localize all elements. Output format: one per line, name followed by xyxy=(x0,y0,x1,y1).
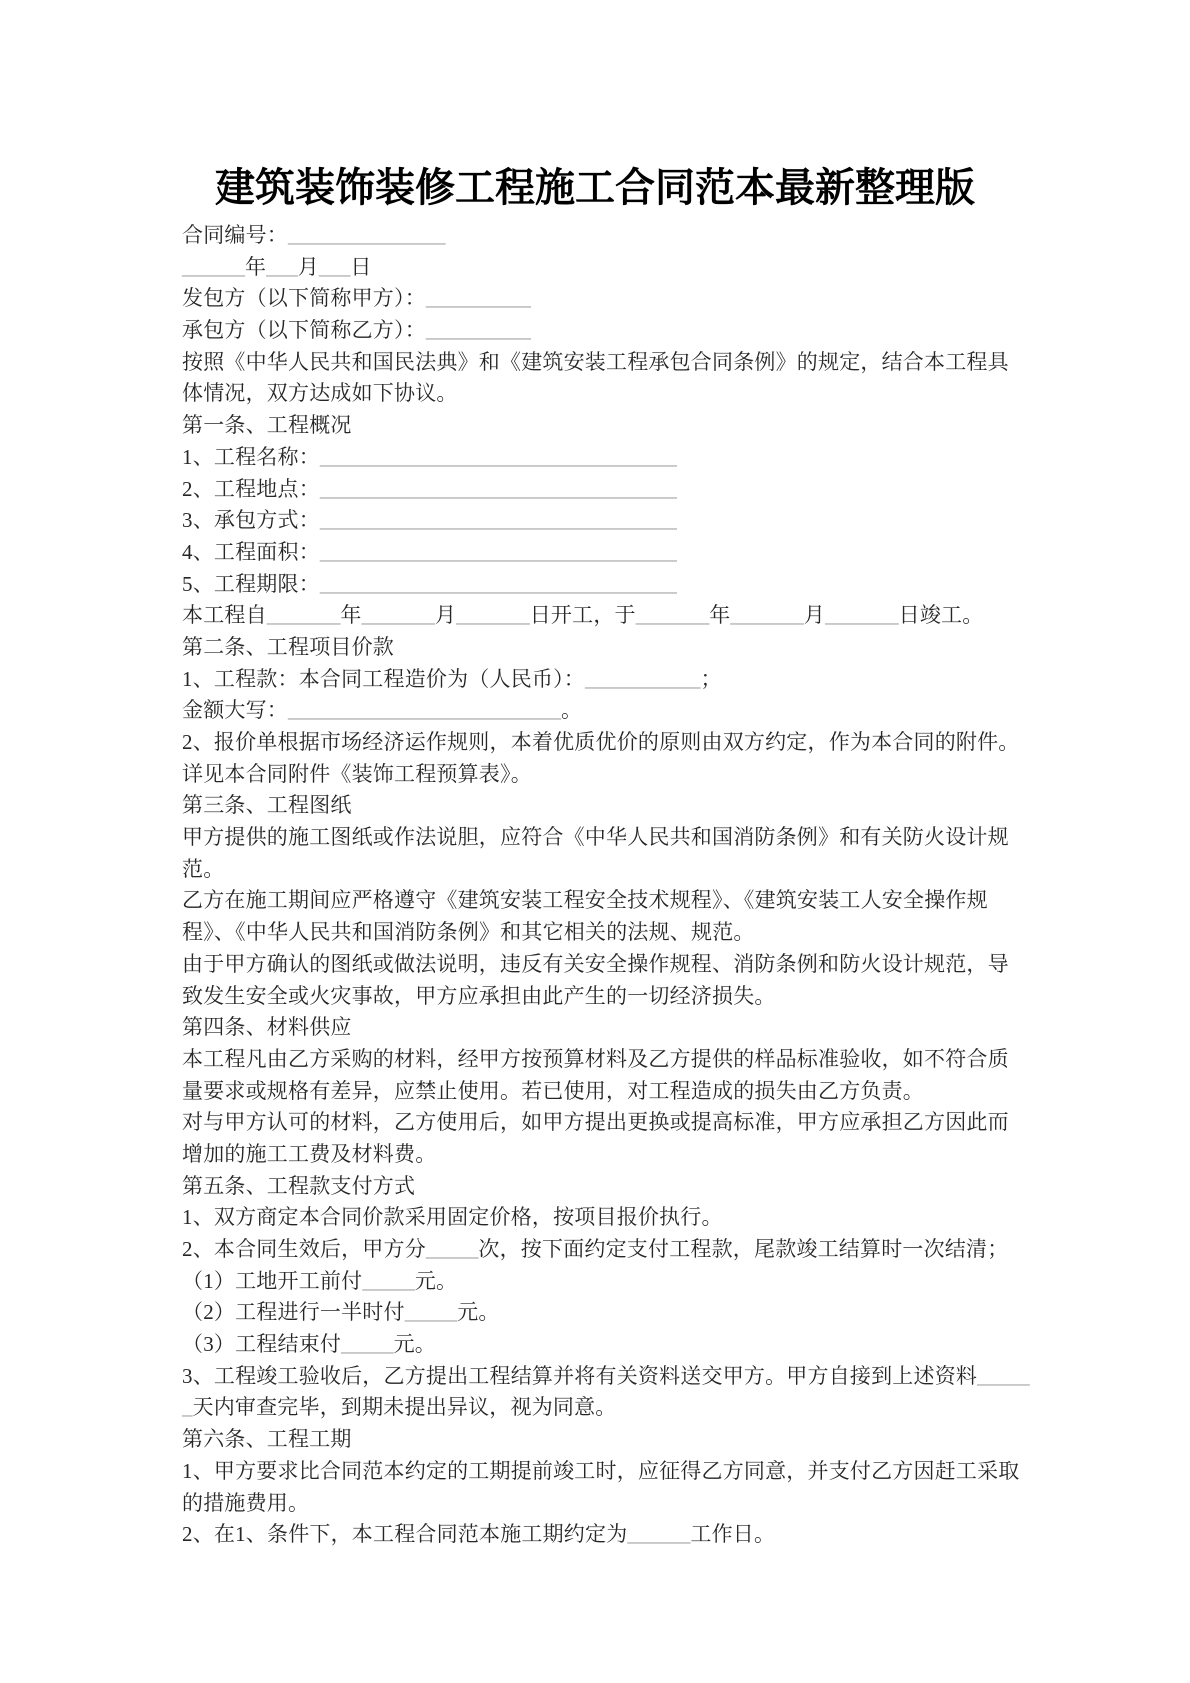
document-line: 按照《中华人民共和国民法典》和《建筑安装工程承包合同条例》的规定，结合本工程具 xyxy=(182,349,1009,374)
document-line: 乙方在施工期间应严格遵守《建筑安装工程安全技术规程》、《建筑安装工人安全操作规 xyxy=(182,888,988,913)
blank-underline: _____ xyxy=(341,1332,394,1357)
document-line: 第一条、工程概况 xyxy=(182,413,352,438)
blank-underline: _____ xyxy=(404,1300,458,1325)
blank-underline: __________________________________ xyxy=(319,508,677,533)
blank-underline: _ xyxy=(182,1395,193,1420)
document-title: 建筑装饰装修工程施工合同范本最新整理版 xyxy=(215,165,975,210)
document-line: 4、工程面积：__________________________________ xyxy=(182,539,677,564)
document-line: 1、工程款：本合同工程造价为（人民币）：___________； xyxy=(182,666,722,691)
document-line: 1、工程名称：__________________________________ xyxy=(182,444,677,469)
document-line: 量要求或规格有差异，应禁止使用。若已使用，对工程造成的损失由乙方负责。 xyxy=(182,1078,924,1103)
document-line: 详见本合同附件《装饰工程预算表》。 xyxy=(182,761,532,786)
blank-underline: _____ xyxy=(425,1237,479,1261)
document-line: 2、报价单根据市场经济运作规则，本着优质优价的原则由双方约定，作为本合同的附件。 xyxy=(182,730,1020,754)
blank-underline: _______________ xyxy=(288,223,446,247)
contract-document xyxy=(182,165,1030,1551)
blank-underline: __________________________________ xyxy=(319,539,677,564)
document-line: 2、在1、条件下，本工程合同范本施工期约定为______工作日。 xyxy=(182,1522,776,1547)
blank-underline: _____ xyxy=(362,1268,415,1293)
document-line: 本工程自_______年_______月_______日开工，于_______年_______月_______日竣工。 xyxy=(182,603,984,628)
blank-underline: _______ xyxy=(266,603,341,628)
document-line: 5、工程期限：__________________________________ xyxy=(182,571,677,596)
document-line: 第三条、工程图纸 xyxy=(182,793,352,818)
document-line: （3）工程结束付_____元。 xyxy=(182,1332,437,1357)
document-line: 1、双方商定本合同价款采用固定价格，按项目报价执行。 xyxy=(182,1205,723,1230)
document-line: 2、工程地点：__________________________________ xyxy=(182,476,677,501)
document-line: 3、工程竣工验收后，乙方提出工程结算并将有关资料送交甲方。甲方自接到上述资料_____ xyxy=(182,1363,1030,1388)
blank-underline: _____ xyxy=(977,1363,1030,1388)
document-line: 程》、《中华人民共和国消防条例》和其它相关的法规、规范。 xyxy=(182,920,755,945)
document-line: ______年___月___日 xyxy=(182,254,372,279)
blank-underline: ______ xyxy=(627,1522,691,1547)
document-line: 3、承包方式：__________________________________ xyxy=(182,508,677,533)
document-line: （2）工程进行一半时付_____元。 xyxy=(182,1300,500,1325)
document-line: 发包方（以下简称甲方）：__________ xyxy=(182,286,531,311)
document-line: 本工程凡由乙方采购的材料，经甲方按预算材料及乙方提供的样品标准验收，如不符合质 xyxy=(182,1046,1009,1071)
blank-underline: __________________________ xyxy=(288,698,561,723)
document-line: 1、甲方要求比合同范本约定的工期提前竣工时，应征得乙方同意，并支付乙方因赶工采取 xyxy=(182,1458,1020,1483)
blank-underline: ______ xyxy=(182,254,245,279)
document-line: 第二条、工程项目价款 xyxy=(182,634,394,659)
blank-underline: __________ xyxy=(425,318,531,343)
document-line: 第四条、材料供应 xyxy=(182,1015,352,1040)
blank-underline: __________________________________ xyxy=(319,444,677,469)
document-line: 承包方（以下简称乙方）：__________ xyxy=(182,318,531,343)
document-line: 范。 xyxy=(182,856,225,881)
blank-underline: ___ xyxy=(318,254,351,279)
blank-underline: _______ xyxy=(361,603,436,628)
blank-underline: ___________ xyxy=(585,666,701,691)
document-line: 第五条、工程款支付方式 xyxy=(182,1173,416,1198)
document-line: _天内审查完毕，到期未提出异议，视为同意。 xyxy=(182,1395,617,1420)
document-line: （1）工地开工前付_____元。 xyxy=(182,1268,458,1293)
document-line: 由于甲方确认的图纸或做法说明，违反有关安全操作规程、消防条例和防火设计规范，导 xyxy=(182,951,1009,976)
blank-underline: __________________________________ xyxy=(319,571,677,596)
document-line: 致发生安全或火灾事故，甲方应承担由此产生的一切经济损失。 xyxy=(182,983,776,1008)
blank-underline: __________________________________ xyxy=(319,476,677,501)
document-line: 2、本合同生效后，甲方分_____次，按下面约定支付工程款，尾款竣工结算时一次结清； xyxy=(182,1237,1009,1261)
blank-underline: __________ xyxy=(425,286,531,311)
document-line: 增加的施工工费及材料费。 xyxy=(182,1141,437,1166)
blank-underline: _______ xyxy=(635,603,710,628)
document-line: 合同编号：_______________ xyxy=(182,223,446,247)
document-line: 的措施费用。 xyxy=(182,1490,310,1515)
document-line: 体情况，双方达成如下协议。 xyxy=(182,381,458,406)
document-line: 甲方提供的施工图纸或作法说胆，应符合《中华人民共和国消防条例》和有关防火设计规 xyxy=(182,825,1009,850)
blank-underline: _______ xyxy=(730,603,804,628)
blank-underline: _______ xyxy=(825,603,899,628)
document-line: 金额大写：__________________________。 xyxy=(182,698,583,723)
document-line: 第六条、工程工期 xyxy=(182,1427,352,1452)
document-body xyxy=(182,220,1030,1551)
blank-underline: _______ xyxy=(456,603,530,628)
blank-underline: ___ xyxy=(266,254,298,279)
document-line: 对与甲方认可的材料，乙方使用后，如甲方提出更换或提高标准，甲方应承担乙方因此而 xyxy=(182,1110,1009,1135)
